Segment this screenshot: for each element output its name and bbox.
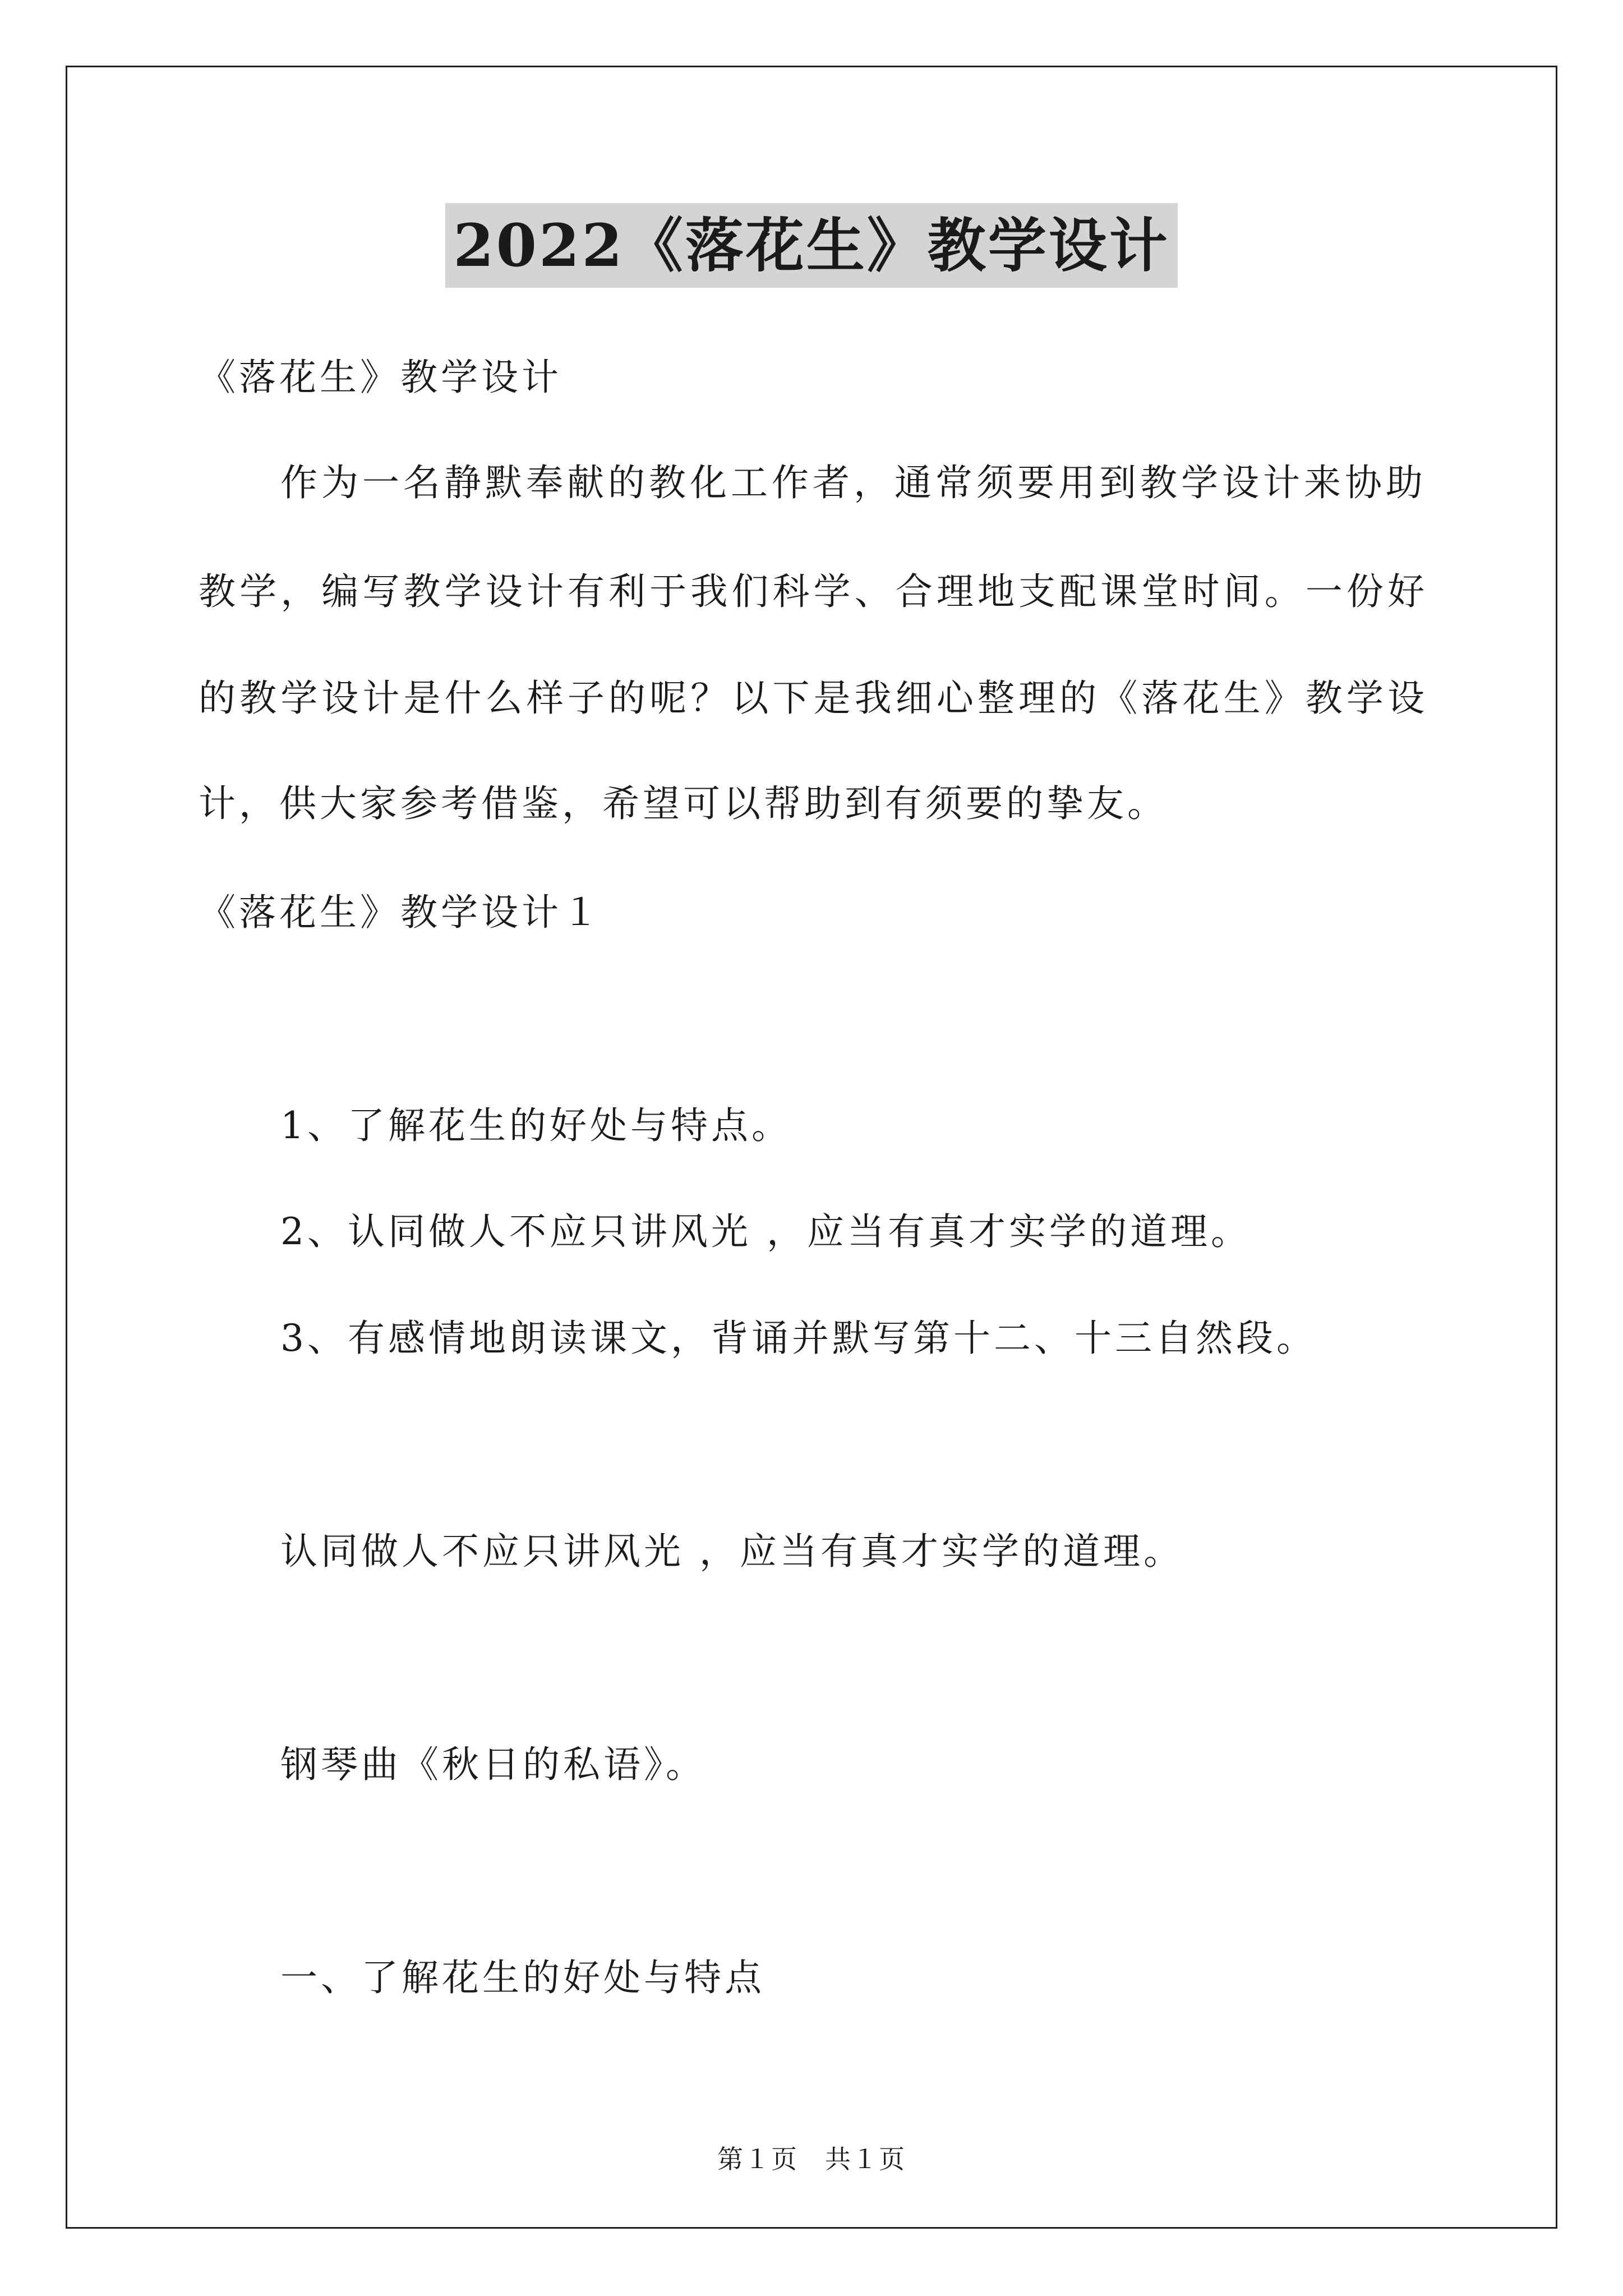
section-heading: 《落花生》教学设计１ — [199, 891, 602, 934]
intro-line-2: 教学，编写教学设计有利于我们科学、合理地支配课堂时间。一份好 — [199, 570, 1424, 613]
objective-item: 1、了解花生的好处与特点。 — [280, 1104, 792, 1147]
objective-item: 3、有感情地朗读课文，背诵并默写第十二、十三自然段。 — [280, 1317, 1317, 1360]
document-subtitle: 《落花生》教学设计 — [199, 356, 562, 399]
objective-item: 2、认同做人不应只讲风光 ，应当有真才实学的道理。 — [280, 1210, 1251, 1253]
step-heading: 一、了解花生的好处与特点 — [280, 1956, 765, 1999]
page-footer: 第１页 共１页 — [717, 2144, 906, 2174]
intro-line-3: 的教学设计是什么样子的呢？以下是我细心整理的《落花生》教学设 — [199, 677, 1424, 720]
intro-line-1: 作为一名静默奉献的教化工作者，通常须要用到教学设计来协助 — [280, 461, 1427, 504]
teaching-material: 钢琴曲《秋日的私语》。 — [280, 1743, 706, 1786]
intro-line-4: 计，供大家参考借鉴，希望可以帮助到有须要的挚友。 — [199, 782, 1168, 825]
title-container — [0, 203, 1623, 288]
document-title: 2022《落花生》教学设计 — [445, 203, 1177, 288]
key-point: 认同做人不应只讲风光 ，应当有真才实学的道理。 — [280, 1530, 1184, 1573]
